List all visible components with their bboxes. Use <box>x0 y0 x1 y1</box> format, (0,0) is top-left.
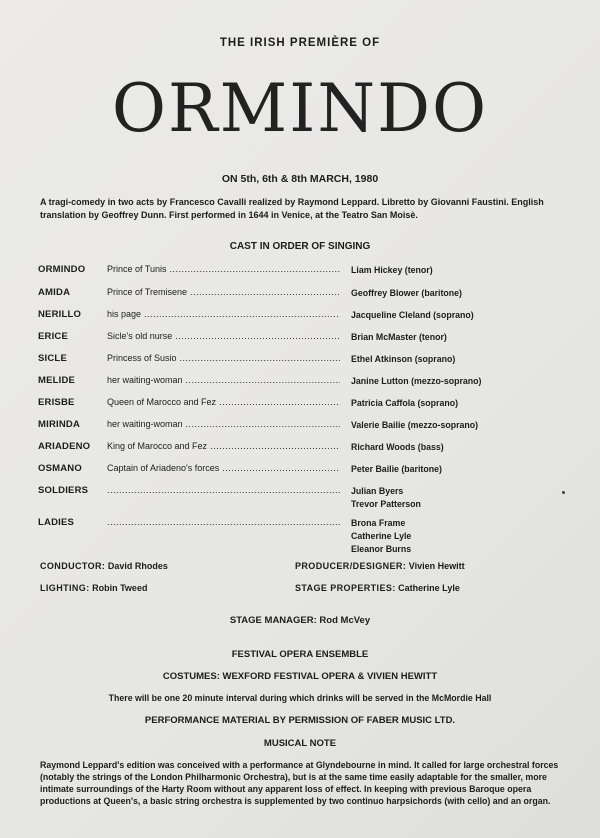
cast-role-description <box>107 463 340 473</box>
opera-title: ORMINDO <box>111 70 489 147</box>
performer-name: Eleanor Burns <box>351 544 412 554</box>
costumes-value: WEXFORD FESTIVAL OPERA & VIVIEN HEWITT <box>222 671 438 682</box>
cast-role-description-text: her waiting-woman <box>107 375 183 385</box>
cast-row <box>0 419 600 435</box>
performer-name: Valerie Bailie (mezzo-soprano) <box>351 420 479 430</box>
stage-properties-label: STAGE PROPERTIES: <box>295 583 396 593</box>
performer-name: Ethel Atkinson (soprano) <box>351 354 456 364</box>
cast-row <box>0 287 600 303</box>
cast-heading: CAST IN ORDER OF SINGING <box>229 241 371 252</box>
stage-manager-credit <box>0 615 600 626</box>
cast-row <box>0 397 600 413</box>
lighting-name: Robin Tweed <box>92 583 148 593</box>
cast-performers <box>351 353 455 366</box>
cast-row <box>0 463 600 479</box>
cast-role-description <box>107 517 340 527</box>
cast-role-description <box>107 419 340 429</box>
cast-role: MELIDE <box>38 375 76 386</box>
cast-performers <box>351 375 481 388</box>
permission-notice: PERFORMANCE MATERIAL BY PERMISSION OF FABER MUSIC LTD. <box>144 715 456 726</box>
cast-role: NERILLO <box>38 309 82 320</box>
cast-role-description-text: Sicle's old nurse <box>107 331 173 341</box>
cast-role: OSMANO <box>38 463 82 474</box>
cast-row <box>0 353 600 369</box>
opera-description: A tragi-comedy in two acts by Francesco Cavalli realized by Raymond Leppard. Libretto by Giovanni Faustini. English translation by Geoffrey Dunn. First performed in 1644 in Venice, at the Teatro San Moisè. <box>40 197 544 220</box>
cast-role-description-text: Princess of Susio <box>107 353 177 363</box>
cast-performers <box>351 419 478 432</box>
lighting-credit <box>40 583 147 593</box>
performer-name: Brian McMaster (tenor) <box>351 332 447 342</box>
cast-row <box>0 485 600 509</box>
cast-row <box>0 375 600 391</box>
cast-role: LADIES <box>38 517 75 528</box>
performer-name: Geoffrey Blower (baritone) <box>351 288 462 298</box>
cast-role: MIRINDA <box>38 419 81 430</box>
cast-performers <box>351 517 411 556</box>
cast-performers <box>351 331 447 344</box>
performer-name: Julian Byers <box>351 486 404 496</box>
cast-row <box>0 517 600 554</box>
musical-note-heading: MUSICAL NOTE <box>263 738 337 749</box>
cast-role-description <box>107 331 340 341</box>
stage-properties-credit <box>295 583 460 593</box>
cast-role: SICLE <box>38 353 67 364</box>
cast-role: ORMINDO <box>38 264 86 275</box>
cast-role: ERISBE <box>38 397 75 408</box>
cast-row <box>0 331 600 347</box>
cast-performers <box>351 463 442 476</box>
cast-role: SOLDIERS <box>38 485 89 496</box>
cast-role-description-text: Prince of Tunis <box>107 264 167 274</box>
performer-name: Jacqueline Cleland (soprano) <box>351 310 474 320</box>
cast-performers <box>351 485 421 511</box>
conductor-name: David Rhodes <box>107 561 168 571</box>
producer-credit <box>295 561 465 571</box>
cast-role: ARIADENO <box>38 441 91 452</box>
cast-row <box>0 264 600 280</box>
cast-performers <box>351 441 444 454</box>
performer-name: Richard Woods (bass) <box>351 442 444 452</box>
cast-role-description <box>107 264 340 274</box>
stage-manager-label: STAGE MANAGER: <box>229 615 317 626</box>
cast-role-description-text: Captain of Ariadeno's forces <box>107 463 220 473</box>
performer-name: Brona Frame <box>351 518 406 528</box>
cast-role-description <box>107 485 340 495</box>
conductor-label: CONDUCTOR: <box>40 561 106 571</box>
producer-name: Vivien Hewitt <box>408 561 465 571</box>
conductor-credit <box>40 561 168 571</box>
cast-role-description <box>107 441 340 451</box>
performer-name: Patricia Caffola (soprano) <box>351 398 459 408</box>
cast-role-description-text: Queen of Marocco and Fez <box>107 397 217 407</box>
cast-role-description <box>107 287 340 297</box>
cast-row <box>0 441 600 457</box>
cast-role-description <box>107 397 340 407</box>
ensemble-line: FESTIVAL OPERA ENSEMBLE <box>231 649 369 660</box>
cast-role-description-text: Prince of Tremisene <box>107 287 188 297</box>
musical-note-body: Raymond Leppard's edition was conceived with a performance at Glyndebourne in mind. It called for large orchestral forces (notably the strings of the London Philharmonic Orchestra), but is at the same time easily adaptable for the smaller, more intimate surroundings of the Harty Room without any apparent loss of effect. In keeping with previous Baroque opera productions at Queen's, a basic string orchestra is supplemented by two continuo harpsichords (with cello) and an organ. <box>40 760 559 806</box>
cast-role-description-text: his page <box>107 309 142 319</box>
cast-row <box>0 309 600 325</box>
cast-role-description <box>107 309 340 319</box>
performer-name: Trevor Patterson <box>351 499 421 509</box>
cast-performers <box>351 309 474 322</box>
cast-role-description-text: her waiting-woman <box>107 419 183 429</box>
stage-properties-name: Catherine Lyle <box>398 583 460 593</box>
cast-performers <box>351 264 433 277</box>
cast-role-description <box>107 375 340 385</box>
cast-role-description <box>107 353 340 363</box>
cast-performers <box>351 397 458 410</box>
performer-name: Peter Bailie (baritone) <box>351 464 442 474</box>
interval-notice: There will be one 20 minute interval during which drinks will be served in the McMordie Hall <box>108 693 492 703</box>
performer-name: Liam Hickey (tenor) <box>351 265 433 275</box>
stage-manager-name: Rod McVey <box>319 615 371 626</box>
producer-label: PRODUCER/DESIGNER: <box>295 561 407 571</box>
cast-role: AMIDA <box>38 287 71 298</box>
costumes-line <box>0 671 600 682</box>
paper-speck <box>562 491 565 494</box>
cast-role-description-text: King of Marocco and Fez <box>107 441 208 451</box>
performer-name: Catherine Lyle <box>351 531 412 541</box>
lighting-label: LIGHTING: <box>40 583 90 593</box>
performer-name: Janine Lutton (mezzo-soprano) <box>351 376 482 386</box>
cast-performers <box>351 287 462 300</box>
cast-role: ERICE <box>38 331 69 342</box>
premiere-heading: THE IRISH PREMIÈRE OF <box>219 37 381 49</box>
performance-dates: ON 5th, 6th & 8th MARCH, 1980 <box>221 173 379 185</box>
costumes-label: COSTUMES: <box>162 671 220 682</box>
